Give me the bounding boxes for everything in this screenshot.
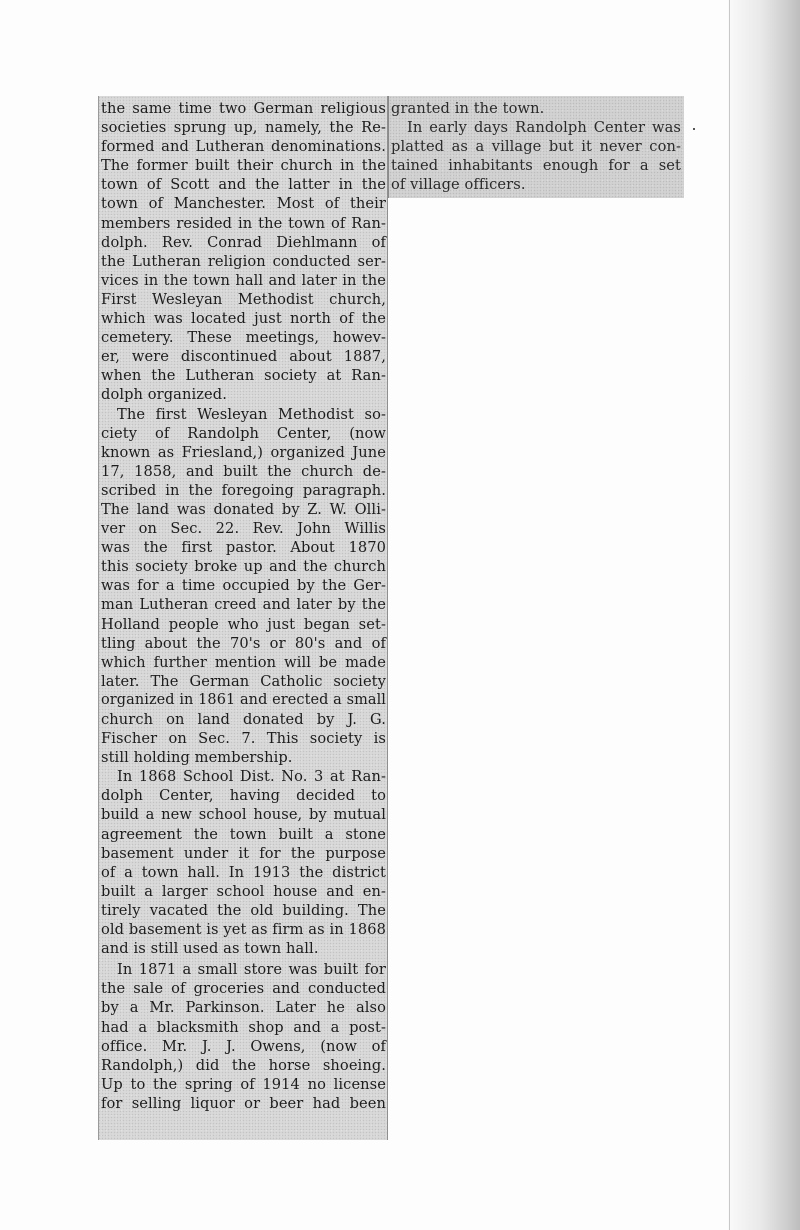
text-line: tirely vacated the old building. The <box>101 901 386 919</box>
text-line: dolph. Rev. Conrad Diehlmann of <box>101 233 386 251</box>
text-line: man Lutheran creed and later by the <box>101 596 386 614</box>
left-text-column <box>101 99 386 1113</box>
text-line: The land was donated by Z. W. Olli- <box>101 500 386 518</box>
text-line: tling about the 70's or 80's and of <box>101 634 386 652</box>
text-line: church on land donated by J. G. <box>101 711 386 728</box>
scan-speck <box>693 128 695 130</box>
text-line: office. Mr. J. J. Owens, (now of <box>101 1037 386 1055</box>
text-line: vices in the town hall and later in the <box>101 271 386 289</box>
text-line: town of Manchester. Most of their <box>101 195 386 213</box>
paragraph-start-line: In early days Randolph Center was <box>407 119 681 137</box>
text-line: tained inhabitants enough for a set <box>391 157 681 175</box>
text-line: was for a time occupied by the Ger- <box>101 577 386 595</box>
right-text-column <box>391 99 681 194</box>
text-line: when the Lutheran society at Ran- <box>101 367 386 385</box>
text-line: Holland people who just began set- <box>101 615 386 633</box>
text-line: and is still used as town hall. <box>101 940 319 958</box>
text-line: ver on Sec. 22. Rev. John Willis <box>101 520 386 538</box>
text-line: Up to the spring of 1914 no license <box>101 1075 386 1093</box>
text-line: cemetery. These meetings, howev- <box>101 329 386 347</box>
text-line: dolph organized. <box>101 386 227 404</box>
text-line: was the first pastor. About 1870 <box>101 539 386 557</box>
text-line: The former built their church in the <box>101 157 386 175</box>
text-line: later. The German Catholic society <box>101 672 386 690</box>
text-line: dolph Center, having decided to <box>101 787 386 805</box>
text-line: scribed in the foregoing paragraph. <box>101 481 386 499</box>
text-line: still holding membership. <box>101 749 293 767</box>
text-line: of a town hall. In 1913 the district <box>101 863 386 881</box>
text-line: Randolph,) did the horse shoeing. <box>101 1056 386 1074</box>
text-line: granted in the town. <box>391 100 545 117</box>
paragraph-start-line: The first Wesleyan Methodist so- <box>117 405 386 423</box>
text-line: ciety of Randolph Center, (now <box>101 424 386 442</box>
text-line: which was located just north of the <box>101 310 386 328</box>
text-line: had a blacksmith shop and a post- <box>101 1018 386 1036</box>
text-line: old basement is yet as firm as in 1868 <box>101 921 386 939</box>
text-line: 17, 1858, and built the church de- <box>101 462 386 480</box>
paragraph-start-line: In 1868 School Dist. No. 3 at Ran- <box>117 768 386 786</box>
text-line: agreement the town built a stone <box>101 825 386 843</box>
text-line: the Lutheran religion conducted ser- <box>101 252 386 270</box>
text-line: for selling liquor or beer had been <box>101 1094 386 1112</box>
text-line: basement under it for the purpose <box>101 844 386 862</box>
text-line: members resided in the town of Ran- <box>101 214 386 232</box>
text-line: societies sprung up, namely, the Re- <box>101 119 386 137</box>
text-line: formed and Lutheran denominations. <box>101 138 386 156</box>
text-line: First Wesleyan Methodist church, <box>101 290 386 308</box>
text-line: Fischer on Sec. 7. This society is <box>101 730 386 748</box>
text-line: the same time two German religious <box>101 100 386 117</box>
text-line: known as Friesland,) organized June <box>101 443 386 461</box>
text-line: er, were discontinued about 1887, <box>101 348 386 366</box>
text-line: organized in 1861 and erected a small <box>101 691 387 708</box>
text-line: by a Mr. Parkinson. Later he also <box>101 999 386 1017</box>
text-line: build a new school house, by mutual <box>101 806 386 824</box>
text-line: this society broke up and the church <box>101 558 386 576</box>
text-line: built a larger school house and en- <box>101 882 386 900</box>
text-line: of village officers. <box>391 176 526 194</box>
text-line: which further mention will be made <box>101 653 386 671</box>
text-line: platted as a village but it never con- <box>391 138 681 156</box>
text-line: town of Scott and the latter in the <box>101 176 386 194</box>
page-edge-shadow <box>728 0 800 1230</box>
paragraph-start-line: In 1871 a small store was built for <box>117 961 386 979</box>
page-edge-line <box>729 0 730 1230</box>
text-line: the sale of groceries and conducted <box>101 980 386 998</box>
